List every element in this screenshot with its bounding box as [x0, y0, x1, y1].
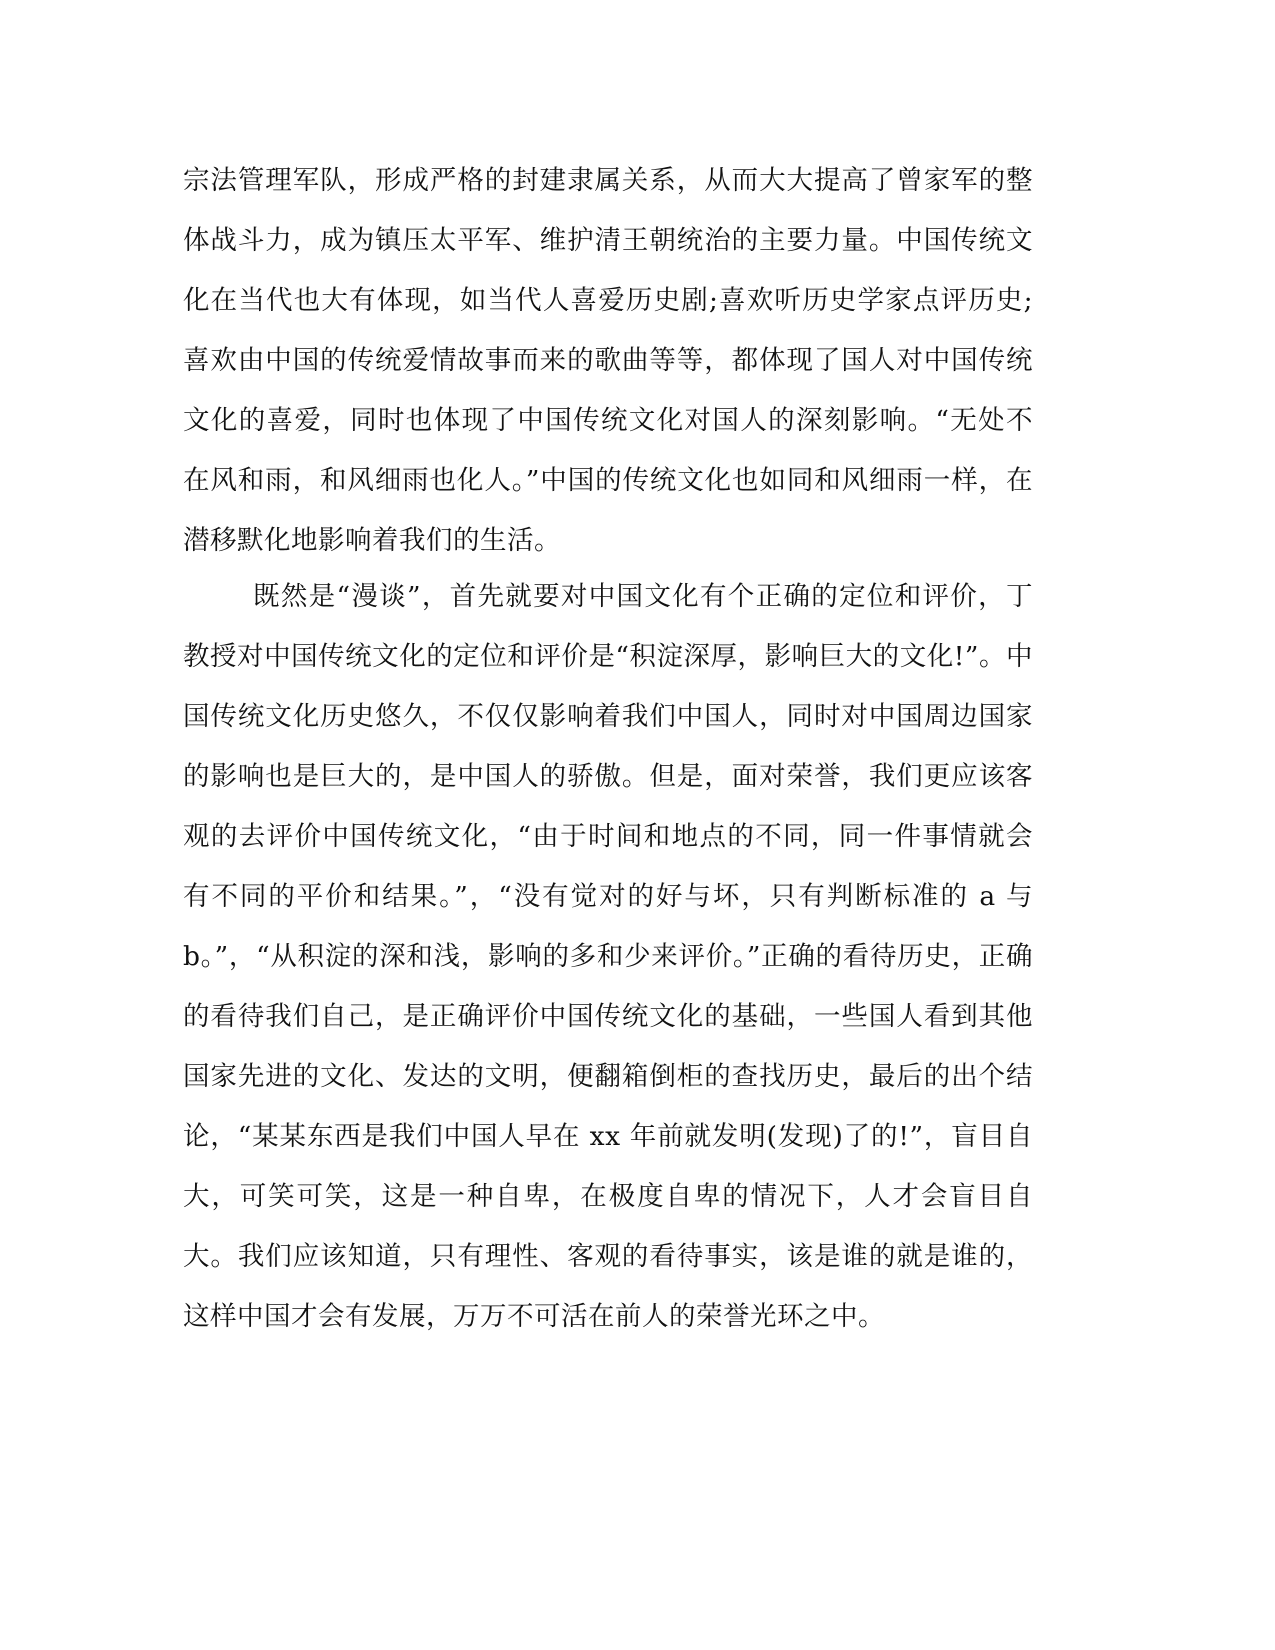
- paragraph-text: 宗法管理军队，形成严格的封建隶属关系，从而大大提高了曾家军的整体战斗力，成为镇压太平军、维护清王朝统治的主要力量。中国传统文化在当代也大有体现，如当代人喜爱历史剧;喜欢听历史学家点评历史;喜欢由中国的传统爱情故事而来的歌曲等等，都体现了国人对中国传统文化的喜爱，同时也体现了中国传统文化对国人的深刻影响。“无处不在风和雨，和风细雨也化人。”中国的传统文化也如同和风细雨一样，在潜移默化地影响着我们的生活。: [183, 165, 1033, 556]
- paragraph-text: 既然是“漫谈”，首先就要对中国文化有个正确的定位和评价，丁教授对中国传统文化的定位和评价是“积淀深厚，影响巨大的文化!”。中国传统文化历史悠久，不仅仅影响着我们中国人，同时对中国周边国家的影响也是巨大的，是中国人的骄傲。但是，面对荣誉，我们更应该客观的去评价中国传统文化，“由于时间和地点的不同，同一件事情就会有不同的平价和结果。”，“没有觉对的好与坏，只有判断标准的 a 与 b。”，“从积淀的深和浅，影响的多和少来评价。”正确的看待历史，正确的看待我们自己，是正确评价中国传统文化的基础，一些国人看到其他国家先进的文化、发达的文明，便翻箱倒柜的查找历史，最后的出个结论，“某某东西是我们中国人早在 xx 年前就发明(发现)了的!”，盲目自大，可笑可笑，这是一种自卑，在极度自卑的情况下，人才会盲目自大。我们应该知道，只有理性、客观的看待事实，该是谁的就是谁的，这样中国才会有发展，万万不可活在前人的荣誉光环之中。: [183, 581, 1033, 1332]
- body-paragraph-2: [183, 567, 1033, 1347]
- body-paragraph-1: [183, 151, 1033, 571]
